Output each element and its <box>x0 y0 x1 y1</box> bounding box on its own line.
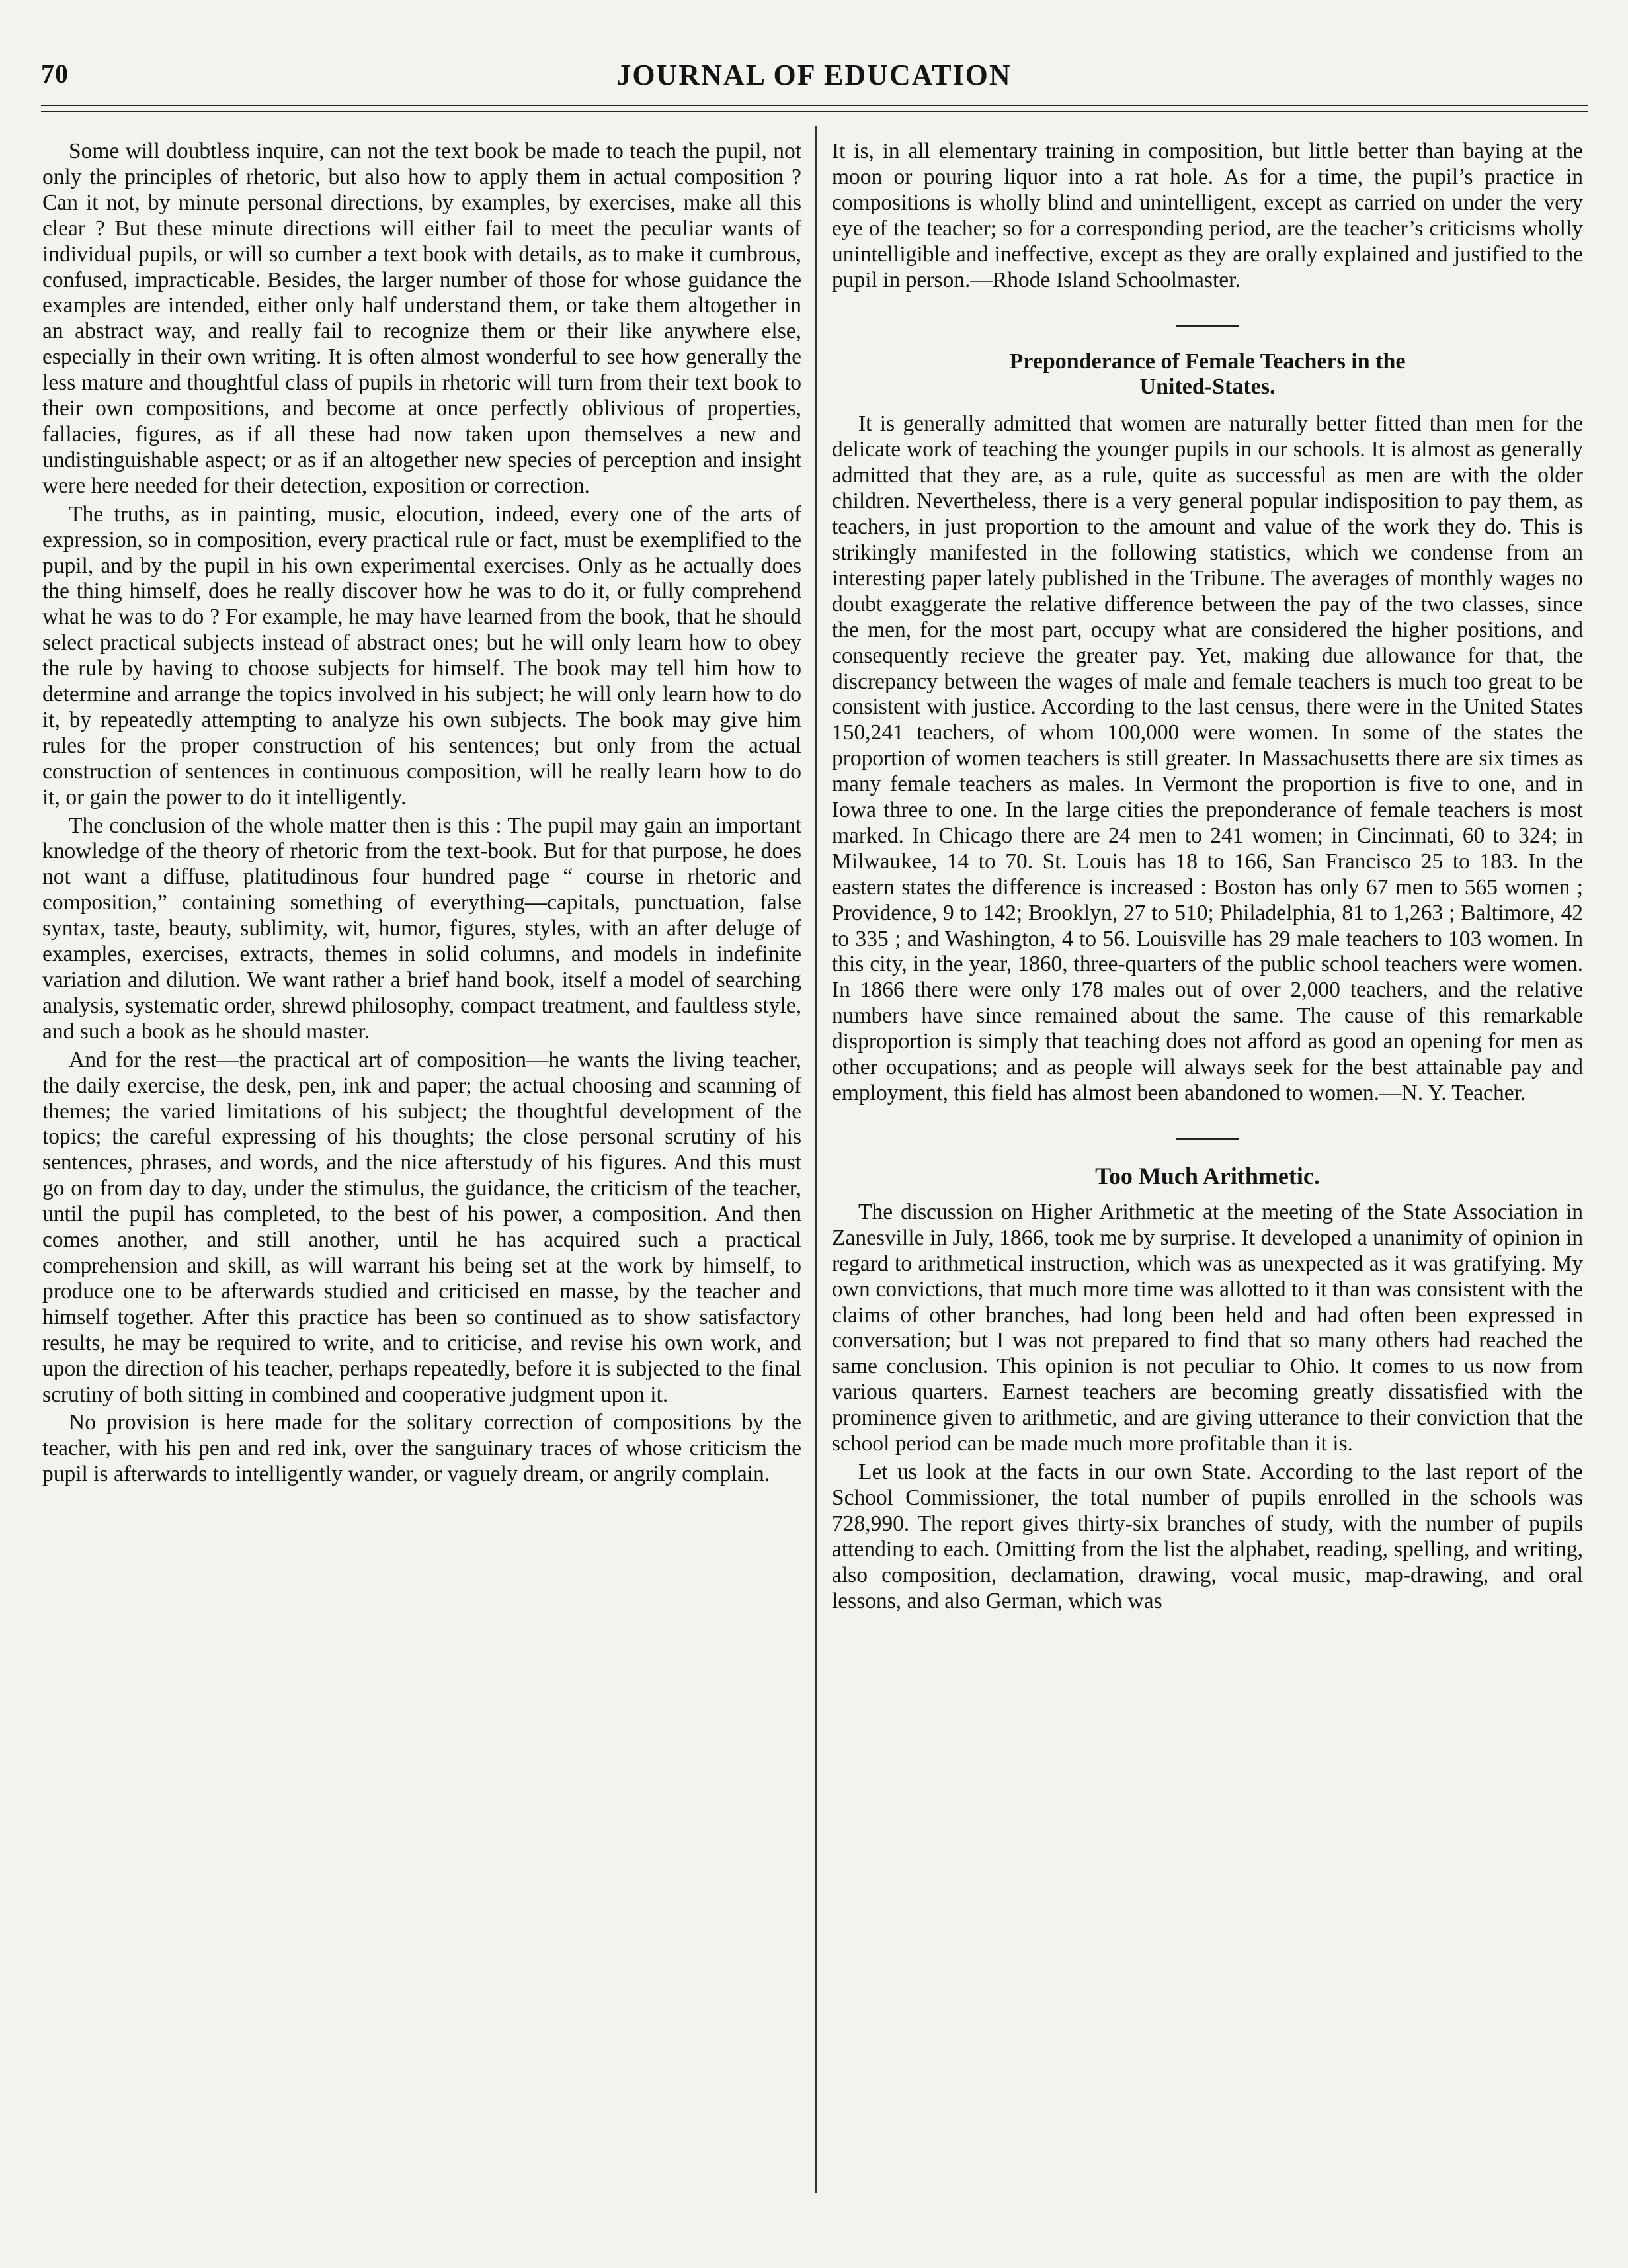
left-paragraph-4: And for the rest—the practical art of composition—he wants the living teacher, the daily exercise, the desk, pen, ink and paper; the actual choosing and scanning of themes; the varied limitations of his subject; the thoughtful development of the topics; the careful expressing of his thoughts; the close personal scrutiny of his sentences, phrases, and words, and the nice afterstudy of his figures. And this must go on from day to day, under the stimulus, the guidance, the criticism of the teacher, until the pupil has completed, to the best of his power, a composition. And then comes another, and still another, until he has acquired such a practical comprehension and skill, as will warrant his being set at the work by himself, to produce one to be afterwards studied and criticised en masse, by the teacher and himself together. After this practice has been so continued as to show satisfactory results, he may be required to write, and to criticise, and revise his own work, and upon the direction of his teacher, perhaps repeatedly, before it is subjected to the final scrutiny of both sitting in combined and cooperative judgment upon it. <box>42 1047 801 1407</box>
heading-line-2: United-States. <box>1139 374 1276 399</box>
left-paragraph-3: The conclusion of the whole matter then is this : The pupil may gain an important knowledge of the theory of rhetoric from the text-book. But for that purpose, he does not want a diffuse, platitudinous four hundred page “ course in rhetoric and composition,” containing something of everything—capitals, punctuation, false syntax, taste, beauty, sublimity, wit, humor, figures, styles, with an after deluge of examples, exercises, extracts, themes in solid columns, and models in indefinite variation and dilution. We want rather a brief hand book, itself a model of searching analysis, systematic order, shrewd philosophy, compact treatment, and faultless style, and such a book as he should master. <box>42 813 801 1044</box>
section-divider-1 <box>1176 325 1239 327</box>
running-head <box>0 58 1628 111</box>
column-divider <box>815 126 817 2193</box>
left-paragraph-1: Some will doubtless inquire, can not the text book be made to teach the pupil, not only the principles of rhetoric, but also how to apply them in actual composition ? Can it not, by minute personal directions, by examples, by exercises, make all this clear ? But these minute directions will either fail to meet the peculiar wants of individual pupils, or will so cumber a text book with details, as to make it cumbrous, confused, impracticable. Besides, the larger number of those for whose guidance the examples are intended, either only half understand them, or take them altogether in an abstract way, and really fail to recognize them or their like anywhere else, especially in their own writing. It is often almost wonderful to see how generally the less mature and thoughtful class of pupils in rhetoric will turn from their text book to their own compositions, and become at once perfectly oblivious of properties, fallacies, figures, as if all these had now taken upon themselves a new and undistinguishable aspect; or as if an altogether new species of perception and insight were here needed for their detection, exposition or correction. <box>42 139 801 498</box>
section-divider-2 <box>1176 1138 1239 1140</box>
header-rule-top <box>41 105 1588 106</box>
left-paragraph-2: The truths, as in painting, music, elocution, indeed, every one of the arts of expression, so in composition, every practical rule or fact, must be exemplified to the pupil, and by the pupil in his own experimental exercises. Only as he actually does the thing himself, does he really discover how he was to do it, or fully comprehend what he was to do ? For example, he may have learned from the book, that he should select practical subjects instead of abstract ones; but he will only learn how to obey the rule by having to choose subjects for himself. The book may tell him how to determine and arrange the topics involved in his subject; he will only learn how to do it, by repeatedly attempting to analyze his own subjects. The book may give him rules for the proper construction of his sentences; but only from the actual construction of sentences in continuous composition, will he really learn how to do it, or gain the power to do it intelligently. <box>42 501 801 810</box>
article-heading-arithmetic: Too Much Arithmetic. <box>1095 1162 1320 1189</box>
female-teachers-paragraph: It is generally admitted that women are naturally better fitted than men for the delicate work of teaching the younger pupils in our schools. It is almost as generally admitted that they are, as a rule, quite as successful as men are with the older children. Nevertheless, there is a very general popular indisposition to pay them, as teachers, in just proportion to the amount and value of the work they do. This is strikingly manifested in the following statistics, which we condense from an interesting paper lately published in the Tribune. The averages of monthly wages no doubt exaggerate the relative difference between the pay of the two classes, since the men, for the most part, occupy what are considered the higher positions, and consequently recieve the greater pay. Yet, making due allowance for that, the discrepancy between the wages of male and female teachers is much too great to be consistent with justice. According to the last census, there were in the United States 150,241 teachers, of whom 100,000 were women. In some of the states the proportion of women teachers is still greater. In Massachusetts there are six times as many female teachers as males. In Vermont the proportion is five to one, and in Iowa three to one. In the large cities the preponderance of female teachers is most marked. In Chicago there are 24 men to 241 women; in Cincinnati, 60 to 324; in Milwaukee, 14 to 70. St. Louis has 18 to 166, San Francisco 25 to 183. In the eastern states the difference is increased : Boston has only 67 men to 565 women ; Providence, 9 to 142; Brooklyn, 27 to 510; Philadelphia, 81 to 1,263 ; Baltimore, 42 to 335 ; and Washington, 4 to 56. Louisville has 29 male teachers to 103 women. In this city, in the year, 1860, three-quarters of the public school teachers were women. In 1866 there were only 178 males out of over 2,000 teachers, and the relative numbers have since remained about the same. The cause of this remarkable disproportion is simply that teaching does not afford as good an opening for men as other occupations; and as people will always seek for the best attainable pay and employment, this field has almost been abandoned to women.—N. Y. Teacher. <box>832 411 1583 1105</box>
arithmetic-paragraph-1: The discussion on Higher Arithmetic at the meeting of the State Association in Zanesville in July, 1866, took me by surprise. It developed a unanimity of opinion in regard to arithmetical instruction, which was as unexpected as it was gratifying. My own convictions, that much more time was allotted to it than was consistent with the claims of other branches, had long been held and had often been expressed in conversation; but I was not prepared to find that so many others had reached the same conclusion. This opinion is not peculiar to Ohio. It comes to us now from various quarters. Earnest teachers are becoming greatly dissatisfied with the prominence given to arithmetic, and are giving utterance to their conviction that the school period can be made much more profitable than it is. <box>832 1199 1583 1456</box>
arithmetic-paragraph-2: Let us look at the facts in our own State. According to the last report of the School Commissioner, the total number of pupils enrolled in the schools was 728,990. The report gives thirty-six branches of study, with the number of pupils attending to each. Omitting from the list the alphabet, reading, spelling, and writing, also composition, declamation, drawing, vocal music, map-drawing, and oral lessons, and also German, which was <box>832 1459 1583 1613</box>
header-rule-bottom <box>41 111 1588 112</box>
article-heading-female-teachers <box>832 349 1583 399</box>
heading-line-1: Preponderance of Female Teachers in the <box>1009 349 1406 374</box>
right-column <box>832 139 1583 1617</box>
journal-title: JOURNAL OF EDUCATION <box>616 59 1012 91</box>
page-number: 70 <box>41 59 69 89</box>
left-paragraph-5: No provision is here made for the solitary correction of compositions by the teacher, with his pen and red ink, over the sanguinary traces of whose criticism the pupil is afterwards to intelligently wander, or vaguely dream, or angrily complain. <box>42 1410 801 1487</box>
left-column <box>42 139 801 1490</box>
continued-paragraph: It is, in all elementary training in composition, but little better than baying at the moon or pouring liquor into a rat hole. As for a time, the pupil’s practice in compositions is wholly blind and unintelligent, except as carried on under the very eye of the teacher; so for a corresponding period, are the teacher’s criticisms wholly unintelligible and ineffective, except as they are orally explained and justified to the pupil in person.—Rhode Island Schoolmaster. <box>832 139 1583 292</box>
